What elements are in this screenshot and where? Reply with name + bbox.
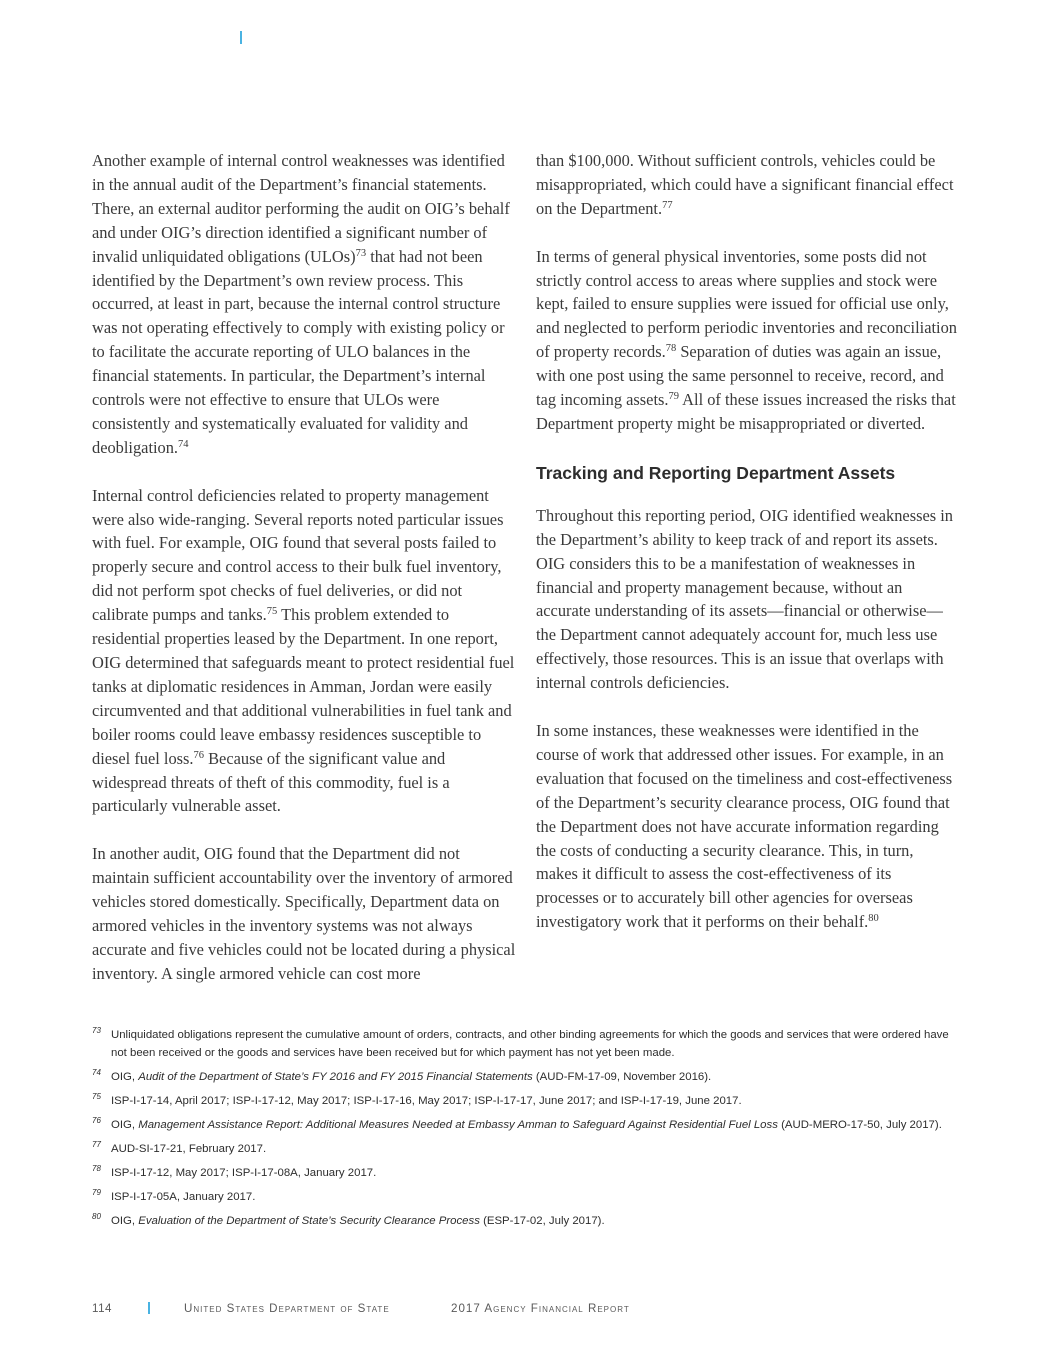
footnote-number: 78 <box>92 1164 101 1173</box>
footnote-ref-77[interactable]: 77 <box>662 199 673 211</box>
footnote-ref-73[interactable]: 73 <box>355 247 367 259</box>
footnote-title: Management Assistance Report: Additional Measures Needed at Embassy Amman to Safeguard Against Residential Fuel Loss <box>138 1119 778 1131</box>
right-column <box>536 149 958 958</box>
footnote-ref-78[interactable]: 78 <box>665 343 677 355</box>
page-number: 114 <box>92 1302 112 1315</box>
footnote-ref-74[interactable]: 74 <box>178 438 189 450</box>
footnote-number: 79 <box>92 1188 101 1197</box>
paragraph-property-management: Internal control deficiencies related to property management were also wide-ranging. Several reports noted particular issues with fuel. For example, OIG found that several posts failed to properly secure and control access to their bulk fuel inventory, did not perform spot checks of fuel deliveries, or did not calibrate pumps and tanks.$^{75}$ This problem extended to residential properties leased by the Department. In one report, OIG determined that safeguards meant to protect residential fuel tanks at diplomatic residences in Amman, Jordan were easily circumvented and that additional vulnerabilities in fuel tank and boiler rooms could leave embassy residences susceptible to diesel fuel loss.$^{76}$ Because of the significant value and widespread threats of theft of this commodity, fuel is a particularly vulnerable asset. <box>92 485 515 816</box>
footnote-ref-80[interactable]: 80 <box>868 913 879 925</box>
paragraph-armored-vehicles: In another audit, OIG found that the Department did not maintain sufficient accountability over the inventory of armored vehicles stored domestically. Specifically, Department data on armored vehicles in the inventory systems was not always accurate and five vehicles could not be located during a physical inventory. A single armored vehicle can cost more <box>92 844 516 983</box>
footnote-number: 75 <box>92 1092 101 1101</box>
header-accent-bar <box>240 31 242 44</box>
footer-report-title: 2017 Agency Financial Report <box>451 1302 630 1315</box>
footnote-item: 76 OIG, Management Assistance Report: Additional Measures Needed at Embassy Amman to Safeguard Against Residential Fuel Loss (AUD-MERO-17-50, July 2017). <box>92 1116 962 1134</box>
paragraph-ulo-audit: Another example of internal control weaknesses was identified in the annual audit of the Department’s financial statements. There, an external auditor performing the audit on OIG’s behalf and under OIG’s direction identified a significant number of invalid unliquidated obligations (ULOs)$^{73}$ that had not been identified by the Department’s own review process. This occurred, at least in part, because the internal control structure was not operating effectively to comply with existing policy or to facilitate the accurate reporting of ULO balances in the financial statements. In particular, the Department’s internal controls were not effective to ensure that ULOs were consistently and systematically evaluated for validity and deobligation.$^{74}$ <box>92 151 510 457</box>
footnote-number: 80 <box>92 1212 101 1221</box>
footnote-item: 79 ISP-I-17-05A, January 2017. <box>92 1188 962 1206</box>
section-heading: Tracking and Reporting Department Assets <box>536 462 896 483</box>
footer-divider <box>148 1302 150 1314</box>
footnote-number: 73 <box>92 1026 101 1035</box>
footnote-ref-76[interactable]: 76 <box>193 749 205 761</box>
footnote-item: 78 ISP-I-17-12, May 2017; ISP-I-17-08A, January 2017. <box>92 1164 962 1182</box>
left-column <box>92 149 518 1010</box>
footnote-item: 73 Unliquidated obligations represent the cumulative amount of orders, contracts, and other binding agreements for which the goods and services that were ordered have not been received or the goods and services have been received but for which payment has not yet been made. <box>92 1026 962 1062</box>
paragraph-tracking-assets: Throughout this reporting period, OIG identified weaknesses in the Department’s ability to keep track of and report its assets. OIG considers this to be a manifestation of weaknesses in financial and property management because, without an accurate understanding of its assets—financial or otherwise—the Department cannot adequately account for, much less use effectively, those resources. This is an issue that overlaps with internal controls deficiencies. <box>536 505 953 693</box>
footnote-title: Evaluation of the Department of State’s Security Clearance Process <box>138 1215 480 1227</box>
footnote-item: 75 ISP-I-17-14, April 2017; ISP-I-17-12, May 2017; ISP-I-17-16, May 2017; ISP-I-17-17, June 2017; and ISP-I-17-19, June 2017. <box>92 1092 962 1110</box>
footnote-item: 77 AUD-SI-17-21, February 2017. <box>92 1140 962 1158</box>
footnotes-section <box>92 1026 962 1236</box>
paragraph-vehicle-cost: than $100,000. Without sufficient controls, vehicles could be misappropriated, which could have a significant financial effect on the Department.$^{77}$ <box>536 151 954 218</box>
footnote-number: 74 <box>92 1068 101 1077</box>
paragraph-physical-inventories: In terms of general physical inventories, some posts did not strictly control access to areas where supplies and stock were kept, failed to ensure supplies were issued for official use only, and neglected to perform periodic inventories and reconciliation of property records.$^{78}$ Separation of duties was again an issue, with one post using the same personnel to receive, record, and tag incoming assets.$^{79}$ All of these issues increased the risks that Department property might be misappropriated or diverted. <box>536 246 957 433</box>
footnote-ref-79[interactable]: 79 <box>668 391 679 403</box>
paragraph-security-clearance: In some instances, these weaknesses were identified in the course of work that addressed other issues. For example, in an evaluation that focused on the timeliness and cost-effectiveness of the Department’s security clearance process, OIG found that the Department does not have accurate information regarding the costs of conducting a security clearance. This, in turn, makes it difficult to assess the cost-effectiveness of its processes or to accurately bill other agencies for overseas investigatory work that it performs on their behalf.$^{80}$ <box>536 721 953 932</box>
footer-department: United States Department of State <box>184 1302 390 1315</box>
footnote-ref-75[interactable]: 75 <box>266 606 278 618</box>
footnote-number: 77 <box>92 1140 101 1149</box>
footnote-item: 80 OIG, Evaluation of the Department of State’s Security Clearance Process (ESP-17-02, July 2017). <box>92 1212 962 1230</box>
footnote-item: 74 OIG, Audit of the Department of State’s FY 2016 and FY 2015 Financial Statements (AUD-FM-17-09, November 2016). <box>92 1068 962 1086</box>
footnote-title: Audit of the Department of State’s FY 2016 and FY 2015 Financial Statements <box>138 1071 533 1083</box>
footnote-number: 76 <box>92 1116 101 1125</box>
